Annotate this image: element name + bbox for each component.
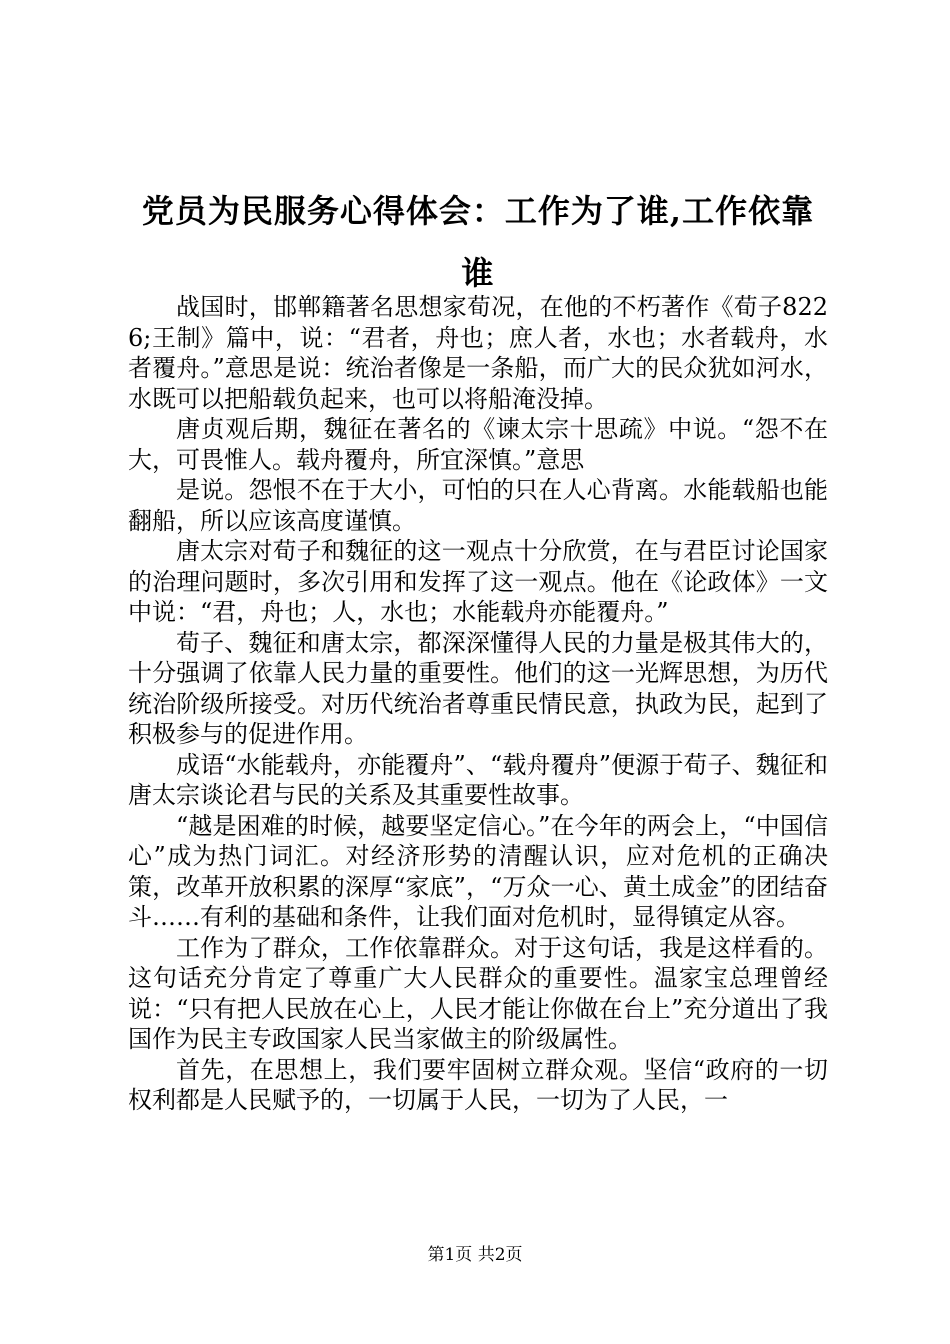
document-body — [128, 292, 828, 1116]
paragraph: 唐贞观后期，魏征在著名的《谏太宗十思疏》中说。“怨不在大，可畏惟人。载舟覆舟，所宜深慎。”意思 — [128, 415, 828, 474]
document-title: 党员为民服务心得体会：工作为了谁,工作依靠谁 — [141, 192, 815, 292]
paragraph: 荀子、魏征和唐太宗，都深深懂得人民的力量是极其伟大的，十分强调了依靠人民力量的重要性。他们的这一光辉思想，为历代统治阶级所接受。对历代统治者尊重民情民意，执政为民，起到了积极参与的促进作用。 — [128, 628, 828, 748]
paragraph: 战国时，邯郸籍著名思想家荀况，在他的不朽著作《荀子8226;王制》篇中，说：“君者，舟也；庶人者，水也；水者载舟，水者覆舟。”意思是说：统治者像是一条船，而广大的民众犹如河水，水既可以把船载负起来，也可以将船淹没掉。 — [128, 293, 828, 413]
paragraph: 成语“水能载舟，亦能覆舟”、“载舟覆舟”便源于荀子、魏征和唐太宗谈论君与民的关系及其重要性故事。 — [128, 750, 828, 809]
paragraph: 工作为了群众，工作依靠群众。对于这句话，我是这样看的。这句话充分肯定了尊重广大人民群众的重要性。温家宝总理曾经说：“只有把人民放在心上，人民才能让你做在台上”充分道出了我国作为民主专政国家人民当家做主的阶级属性。 — [128, 933, 828, 1053]
paragraph: 唐太宗对荀子和魏征的这一观点十分欣赏，在与君臣讨论国家的治理问题时，多次引用和发挥了这一观点。他在《论政体》一文中说：“君，舟也；人，水也；水能载舟亦能覆舟。” — [128, 537, 828, 626]
page-footer: 第1页 共2页 — [427, 1245, 523, 1265]
paragraph: “越是困难的时候，越要坚定信心。”在今年的两会上，“中国信心”成为热门词汇。对经济形势的清醒认识，应对危机的正确决策，改革开放积累的深厚“家底”，“万众一心、黄土成金”的团结奋斗……有利的基础和条件，让我们面对危机时，显得镇定从容。 — [128, 811, 828, 931]
paragraph: 是说。怨恨不在于大小，可怕的只在人心背离。水能载船也能翻船，所以应该高度谨慎。 — [128, 476, 828, 535]
paragraph: 首先，在思想上，我们要牢固树立群众观。坚信“政府的一切权利都是人民赋予的，一切属于人民，一切为了人民，一 — [128, 1055, 828, 1114]
